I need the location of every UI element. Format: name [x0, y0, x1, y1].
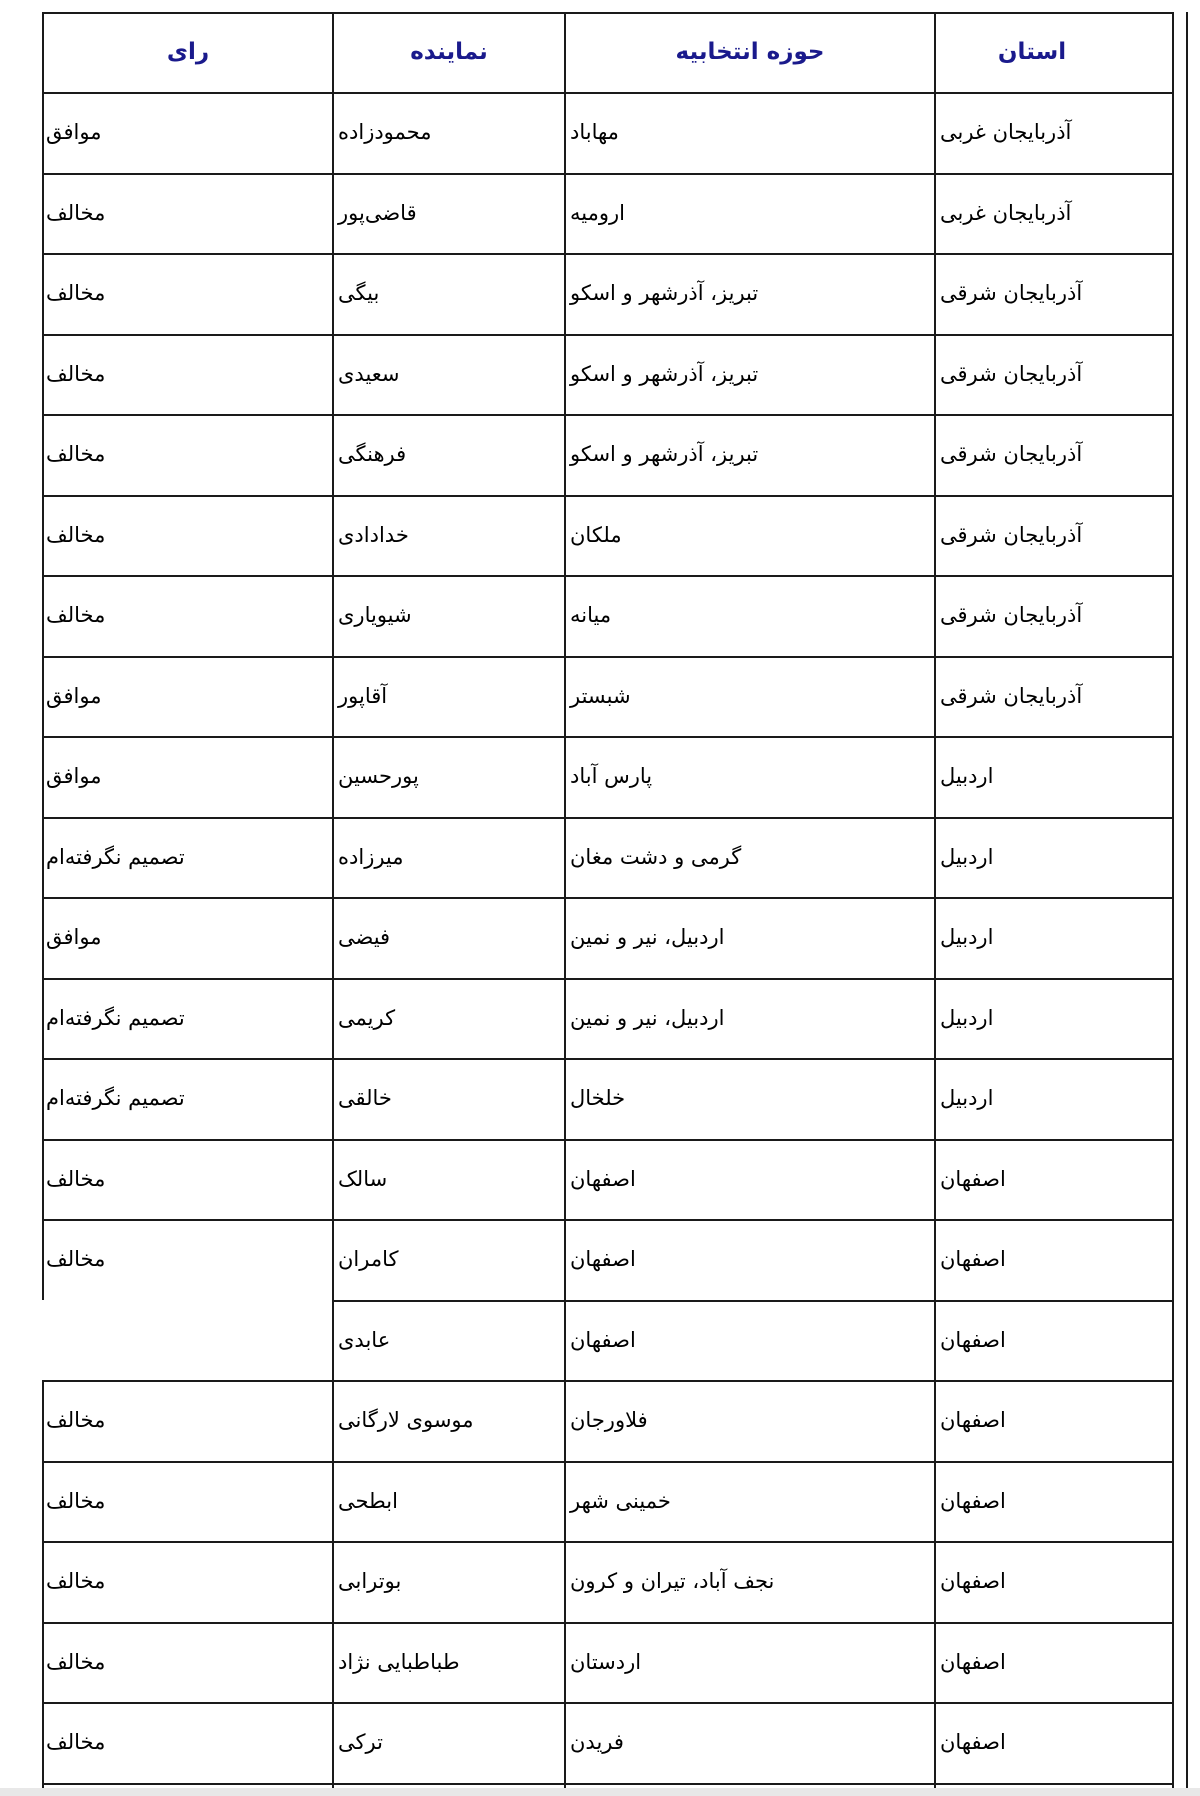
vote-text: مخالف	[46, 442, 106, 466]
window-bottom-edge	[0, 1788, 1200, 1796]
district-cell	[570, 92, 932, 172]
district-cell	[570, 253, 932, 333]
grid-line	[332, 12, 334, 1790]
province-cell	[940, 817, 1170, 897]
representative-text: بیگی	[338, 281, 380, 305]
representative-text: کریمی	[338, 1005, 396, 1030]
representative-cell	[338, 1139, 562, 1219]
province-text: اردبیل	[940, 1005, 994, 1030]
district-cell	[570, 1622, 932, 1702]
representative-text: فیضی	[338, 925, 391, 949]
vote-text: تصمیم نگرفته‌ام	[46, 1005, 185, 1030]
representative-cell	[338, 1541, 562, 1621]
province-text: اصفهان	[940, 1569, 1006, 1593]
district-text: تبریز، آذرشهر و اسکو	[570, 442, 759, 466]
district-cell	[570, 1702, 932, 1782]
representative-cell	[338, 978, 562, 1058]
province-text: آذربایجان غربی	[940, 120, 1072, 144]
district-cell	[570, 897, 932, 977]
header-province: استان	[997, 39, 1067, 65]
vote-cell	[46, 334, 330, 414]
province-text: اصفهان	[940, 1730, 1006, 1754]
district-cell	[570, 334, 932, 414]
vote-cell	[46, 575, 330, 655]
vote-cell	[46, 1058, 330, 1138]
vote-text: تصمیم نگرفته‌ام	[46, 844, 185, 869]
province-cell	[940, 1622, 1170, 1702]
vote-text: موافق	[46, 925, 102, 949]
vote-text: مخالف	[46, 1730, 106, 1754]
province-cell	[940, 1139, 1170, 1219]
representative-text: خدادادی	[338, 522, 409, 547]
district-cell	[570, 575, 932, 655]
province-cell	[940, 897, 1170, 977]
representative-text: سعیدی	[338, 361, 400, 386]
representative-text: ترکی	[338, 1730, 383, 1754]
representative-text: سالک	[338, 1166, 388, 1191]
representative-cell	[338, 1622, 562, 1702]
province-cell	[940, 495, 1170, 575]
province-cell	[940, 575, 1170, 655]
grid-line	[564, 12, 566, 1790]
province-text: اصفهان	[940, 1166, 1006, 1191]
vote-text: مخالف	[46, 1488, 106, 1513]
district-text: اصفهان	[570, 1247, 636, 1271]
representative-cell	[338, 173, 562, 253]
district-text: تبریز، آذرشهر و اسکو	[570, 281, 759, 305]
province-cell	[940, 1219, 1170, 1299]
district-cell	[570, 1541, 932, 1621]
representative-cell	[338, 253, 562, 333]
province-text: اردبیل	[940, 844, 994, 869]
vote-text: مخالف	[46, 1649, 106, 1674]
district-text: فلاورجان	[570, 1408, 648, 1432]
representative-text: عابدی	[338, 1327, 391, 1352]
district-text: خمینی شهر	[570, 1488, 671, 1513]
province-text: آذربایجان شرقی	[940, 361, 1083, 386]
province-cell	[940, 92, 1170, 172]
district-text: ارومیه	[570, 200, 625, 225]
district-cell	[570, 736, 932, 816]
representative-cell	[338, 897, 562, 977]
vote-text: مخالف	[46, 1569, 106, 1593]
province-cell	[940, 1380, 1170, 1460]
header-representative: نماینده	[410, 39, 488, 65]
district-cell	[570, 495, 932, 575]
province-cell	[940, 1300, 1170, 1380]
district-text: اصفهان	[570, 1166, 636, 1191]
vote-text: موافق	[46, 683, 102, 708]
representative-cell	[338, 817, 562, 897]
district-cell	[570, 1058, 932, 1138]
representative-cell	[338, 1380, 562, 1460]
vote-cell	[46, 1139, 330, 1219]
vote-text: تصمیم نگرفته‌ام	[46, 1086, 185, 1110]
representative-cell	[338, 1219, 562, 1299]
province-cell	[940, 1461, 1170, 1541]
vote-cell	[46, 495, 330, 575]
province-text: اصفهان	[940, 1488, 1006, 1513]
province-cell	[940, 414, 1170, 494]
district-cell	[570, 817, 932, 897]
representative-text: موسوی لارگانی	[338, 1408, 474, 1432]
district-cell	[570, 414, 932, 494]
province-text: اصفهان	[940, 1327, 1006, 1352]
district-text: خلخال	[570, 1086, 626, 1110]
grid-line	[42, 12, 44, 1302]
vote-cell	[46, 92, 330, 172]
vote-text: مخالف	[46, 603, 106, 627]
grid-line	[1186, 12, 1188, 1790]
grid-line	[1172, 12, 1174, 1790]
district-cell	[570, 1380, 932, 1460]
district-cell	[570, 1300, 932, 1380]
district-cell	[570, 1219, 932, 1299]
vote-text: موافق	[46, 764, 102, 788]
province-cell	[940, 978, 1170, 1058]
district-text: فریدن	[570, 1730, 624, 1754]
province-text: آذربایجان شرقی	[940, 522, 1083, 547]
province-cell	[940, 1058, 1170, 1138]
header-vote: رای	[166, 39, 210, 65]
vote-cell	[46, 253, 330, 333]
representative-text: قاضی‌پور	[338, 200, 417, 225]
representative-cell	[338, 334, 562, 414]
representative-cell	[338, 1058, 562, 1138]
vote-cell	[46, 897, 330, 977]
province-text: آذربایجان غربی	[940, 200, 1072, 225]
grid-line	[934, 12, 936, 1790]
representative-text: فرهنگی	[338, 442, 407, 466]
representative-cell	[338, 495, 562, 575]
province-text: اصفهان	[940, 1247, 1006, 1271]
province-text: اصفهان	[940, 1408, 1006, 1432]
province-cell	[940, 656, 1170, 736]
vote-cell	[46, 656, 330, 736]
district-text: اردبیل، نیر و نمین	[570, 1005, 725, 1030]
vote-text: مخالف	[46, 200, 106, 225]
district-text: تبریز، آذرشهر و اسکو	[570, 361, 759, 386]
representative-cell	[338, 1300, 562, 1380]
representative-cell	[338, 575, 562, 655]
vote-cell	[46, 817, 330, 897]
vote-cell	[46, 1300, 330, 1380]
representative-text: آقاپور	[338, 683, 388, 708]
vote-cell	[46, 1541, 330, 1621]
district-cell	[570, 1461, 932, 1541]
representative-text: طباطبایی نژاد	[338, 1649, 460, 1674]
province-text: اردبیل	[940, 925, 994, 949]
grid-line	[42, 1380, 44, 1790]
district-cell	[570, 173, 932, 253]
district-text: پارس آباد	[570, 764, 653, 788]
grid-line	[42, 12, 1174, 14]
province-text: اردبیل	[940, 764, 994, 788]
header-district: حوزه انتخابیه	[675, 39, 825, 65]
province-text: آذربایجان شرقی	[940, 683, 1083, 708]
representative-text: بوترابی	[338, 1569, 402, 1593]
representative-text: پورحسین	[338, 764, 419, 788]
representative-cell	[338, 414, 562, 494]
vote-cell	[46, 978, 330, 1058]
district-text: ملکان	[570, 522, 622, 547]
vote-cell	[46, 1702, 330, 1782]
province-cell	[940, 334, 1170, 414]
representative-text: خالقی	[338, 1086, 392, 1110]
province-text: آذربایجان شرقی	[940, 442, 1083, 466]
district-text: مهاباد	[570, 120, 619, 144]
representative-text: ابطحی	[338, 1488, 398, 1513]
province-cell	[940, 1702, 1170, 1782]
province-cell	[940, 173, 1170, 253]
district-cell	[570, 656, 932, 736]
district-text: شبستر	[570, 683, 631, 708]
representative-text: محمودزاده	[338, 120, 432, 144]
province-text: آذربایجان شرقی	[940, 281, 1083, 305]
vote-text: موافق	[46, 120, 102, 144]
district-cell	[570, 1139, 932, 1219]
vote-cell	[46, 173, 330, 253]
district-text: اردبیل، نیر و نمین	[570, 925, 725, 949]
grid-line	[42, 1783, 1174, 1785]
vote-cell	[46, 1219, 330, 1299]
vote-text: مخالف	[46, 1247, 106, 1271]
representative-cell	[338, 736, 562, 816]
vote-cell	[46, 1380, 330, 1460]
representative-text: کامران	[338, 1247, 399, 1271]
vote-text: مخالف	[46, 281, 106, 305]
district-text: گرمی و دشت مغان	[570, 844, 742, 869]
province-cell	[940, 1541, 1170, 1621]
representative-cell	[338, 1461, 562, 1541]
province-text: اردبیل	[940, 1086, 994, 1110]
province-text: اصفهان	[940, 1649, 1006, 1674]
district-text: میانه	[570, 603, 612, 627]
representative-text: شیویاری	[338, 603, 412, 627]
province-cell	[940, 253, 1170, 333]
representative-cell	[338, 1702, 562, 1782]
district-text: اردستان	[570, 1649, 642, 1674]
vote-text: مخالف	[46, 361, 106, 386]
district-cell	[570, 978, 932, 1058]
vote-text: مخالف	[46, 1408, 106, 1432]
province-cell	[940, 736, 1170, 816]
province-text: آذربایجان شرقی	[940, 603, 1083, 627]
vote-text: مخالف	[46, 522, 106, 547]
vote-cell	[46, 1622, 330, 1702]
vote-text: مخالف	[46, 1166, 106, 1191]
representative-cell	[338, 92, 562, 172]
vote-cell	[46, 736, 330, 816]
representative-cell	[338, 656, 562, 736]
representative-text: میرزاده	[338, 844, 404, 869]
district-text: اصفهان	[570, 1327, 636, 1352]
vote-cell	[46, 414, 330, 494]
vote-cell	[46, 1461, 330, 1541]
district-text: نجف آباد، تیران و کرون	[570, 1569, 775, 1593]
